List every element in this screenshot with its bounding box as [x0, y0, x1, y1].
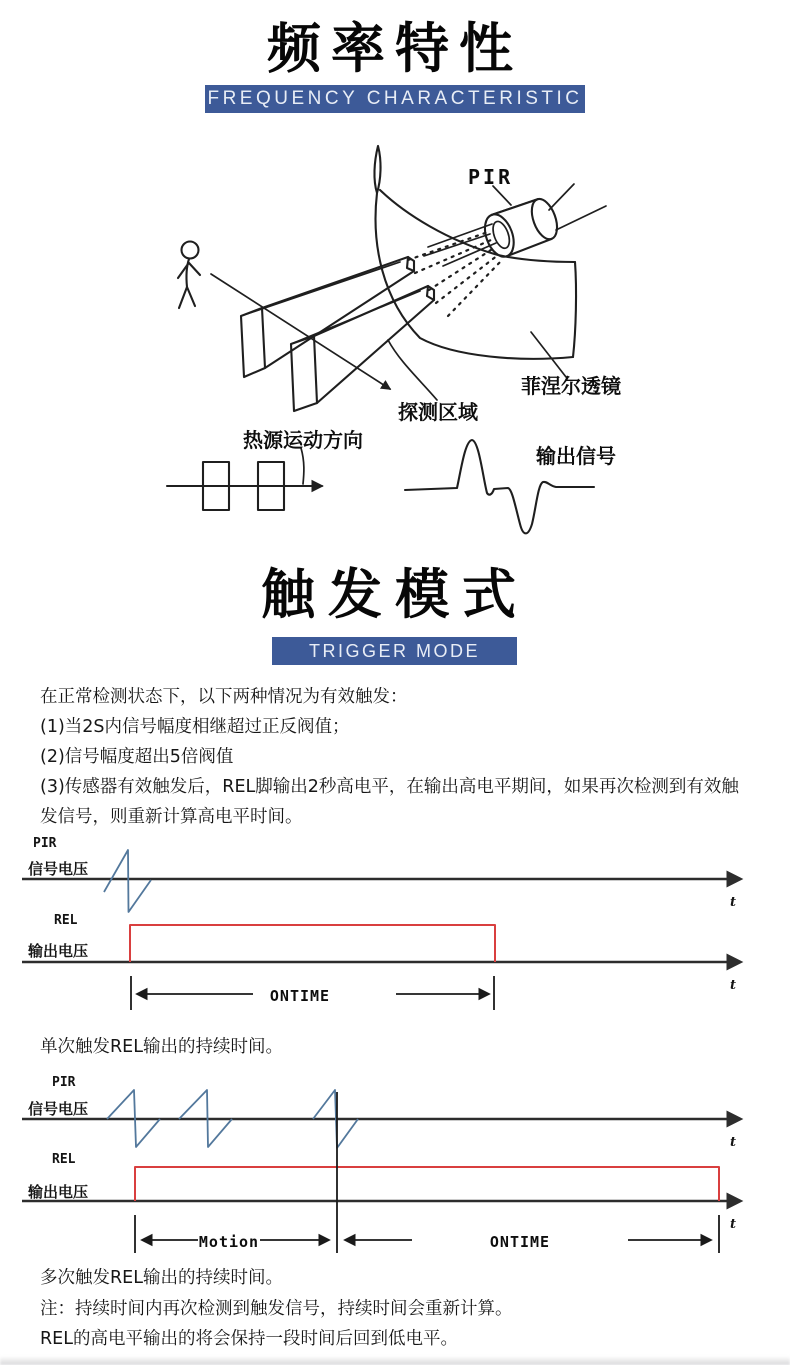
- fresnel-pointer-line: [531, 332, 566, 377]
- t1-pir-pin-label: PIR: [33, 836, 57, 851]
- pir-sensor-diagram: [0, 128, 790, 563]
- frequency-subtitle-banner: FREQUENCY CHARACTERISTIC: [205, 85, 585, 113]
- trigger-note-1: 注：持续时间内再次检测到触发信号，持续时间会重新计算。: [40, 1299, 513, 1319]
- trigger-subtitle-banner: TRIGGER MODE: [272, 637, 517, 665]
- detection-pointer-line: [388, 340, 437, 400]
- next-section-edge: [0, 1356, 790, 1365]
- heat-motion-waveform: [167, 462, 322, 510]
- t1-signal-voltage-label: 信号电压: [28, 860, 89, 878]
- t1-pir-pulse: [104, 850, 151, 912]
- t2-signal-voltage-label: 信号电压: [28, 1100, 89, 1118]
- t1-rel-pin-label: REL: [54, 913, 78, 928]
- trigger-condition-2: (2)信号幅度超出5倍阀值: [40, 747, 234, 767]
- timing-diagram-multi-trigger: [0, 1066, 790, 1261]
- trigger-condition-1: (1)当2S内信号幅度相继超过正反阀值；: [40, 717, 350, 737]
- pir-label: PIR: [468, 165, 514, 189]
- multi-trigger-caption: 多次触发REL输出的持续时间。: [40, 1268, 283, 1288]
- timing-diagram-single-trigger: [0, 826, 790, 1016]
- detection-beam-1: [241, 257, 414, 377]
- t1-output-axis-t: t: [730, 978, 737, 993]
- t1-output-voltage-label: 输出电压: [28, 942, 89, 960]
- output-signal-label: 输出信号: [536, 444, 616, 468]
- detection-area-label: 探测区域: [398, 400, 478, 424]
- t1-ontime-label: ONTIME: [269, 987, 331, 1005]
- t2-ontime-label: ONTIME: [489, 1233, 551, 1251]
- t2-rel-pin-label: REL: [52, 1152, 76, 1167]
- pir-sensor-body: [480, 195, 563, 261]
- t2-signal-axis-t: t: [730, 1135, 737, 1150]
- trigger-notes: [40, 1294, 754, 1354]
- person-motion-arrow: [211, 274, 390, 389]
- t1-signal-axis-t: t: [730, 895, 737, 910]
- heat-pointer-line: [301, 448, 304, 484]
- person-figure-icon: [178, 242, 200, 309]
- t2-output-voltage-label: 输出电压: [28, 1183, 89, 1201]
- t2-pir-pin-label: PIR: [52, 1075, 76, 1090]
- frequency-title: 频率特性: [267, 17, 523, 80]
- t2-output-axis-t: t: [730, 1217, 737, 1232]
- ir-ray-dots: [408, 232, 502, 316]
- fresnel-label: 菲涅尔透镜: [521, 374, 621, 398]
- t2-motion-label: Motion: [198, 1233, 260, 1251]
- t1-rel-pulse: [130, 925, 495, 962]
- heat-motion-label: 热源运动方向: [243, 428, 363, 452]
- trigger-condition-3: (3)传感器有效触发后，REL脚输出2秒高电平，在输出高电平期间，如果再次检测到有效触发信号，则重新计算高电平时间。: [40, 777, 739, 827]
- t2-rel-pulse: [135, 1167, 719, 1201]
- single-trigger-caption: 单次触发REL输出的持续时间。: [40, 1037, 283, 1057]
- trigger-note-2: REL的高电平输出的将会保持一段时间后回到低电平。: [40, 1329, 458, 1349]
- trigger-intro: 在正常检测状态下，以下两种情况为有效触发：: [40, 687, 408, 707]
- trigger-description: [40, 682, 754, 832]
- trigger-title: 触发模式: [261, 563, 529, 626]
